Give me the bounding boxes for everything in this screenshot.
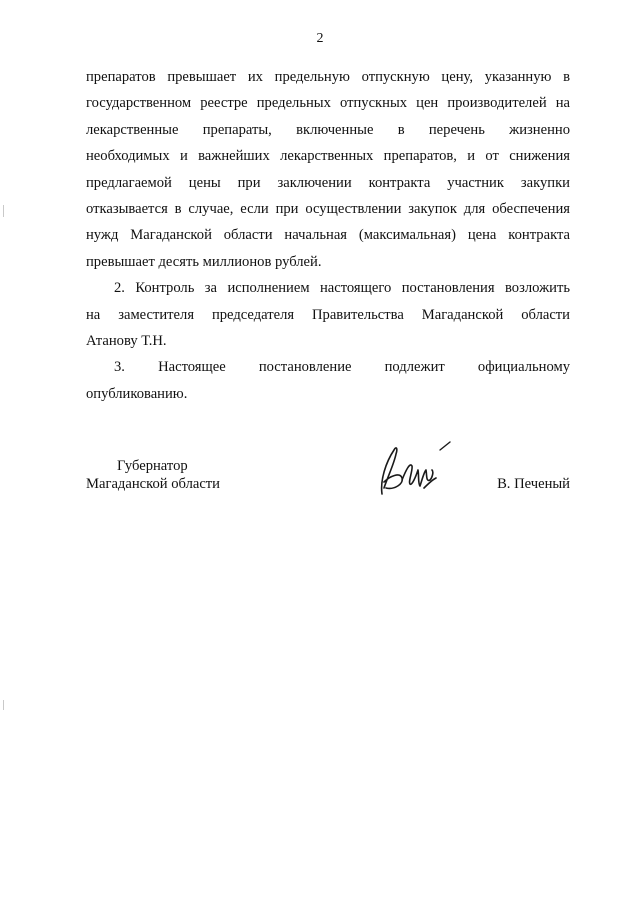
text-line: 3. Настоящее постановление подлежит официальному: [114, 359, 570, 376]
text-line: опубликованию.: [86, 385, 188, 402]
text-line: необходимых и важнейших лекарственных препаратов, и от снижения: [86, 148, 570, 165]
text-line: государственном реестре предельных отпускных цен производителей на: [86, 95, 570, 112]
page-number: 2: [316, 31, 324, 46]
handwritten-signature: [372, 436, 458, 500]
document-body: [86, 64, 570, 407]
text-line: препаратов превышает их предельную отпускную цену, указанную в: [86, 69, 570, 85]
text-line: превышает десять миллионов рублей.: [86, 253, 322, 270]
text-line: 2. Контроль за исполнением настоящего постановления возложить: [114, 280, 570, 297]
signatory-name: В. Печеный: [497, 476, 570, 492]
text-line: лекарственные препараты, включенные в перечень жизненно: [86, 121, 570, 138]
scan-artifact: [3, 700, 4, 710]
paragraph-3: [86, 354, 570, 407]
text-line: на заместителя председателя Правительства Магаданской области: [86, 306, 570, 323]
signatory-position-line1: Губернатор: [117, 458, 188, 474]
text-line: предлагаемой цены при заключении контракта участник закупки: [86, 174, 570, 191]
text-line: Атанову Т.Н.: [86, 332, 167, 349]
text-line: отказывается в случае, если при осуществлении закупок для обеспечения: [86, 200, 570, 217]
signatory-position-line2: Магаданской области: [86, 476, 220, 492]
scan-artifact: [3, 205, 4, 217]
paragraph-1: [86, 64, 570, 275]
text-line: нужд Магаданской области начальная (максимальная) цена контракта: [86, 227, 570, 244]
paragraph-2: [86, 275, 570, 354]
